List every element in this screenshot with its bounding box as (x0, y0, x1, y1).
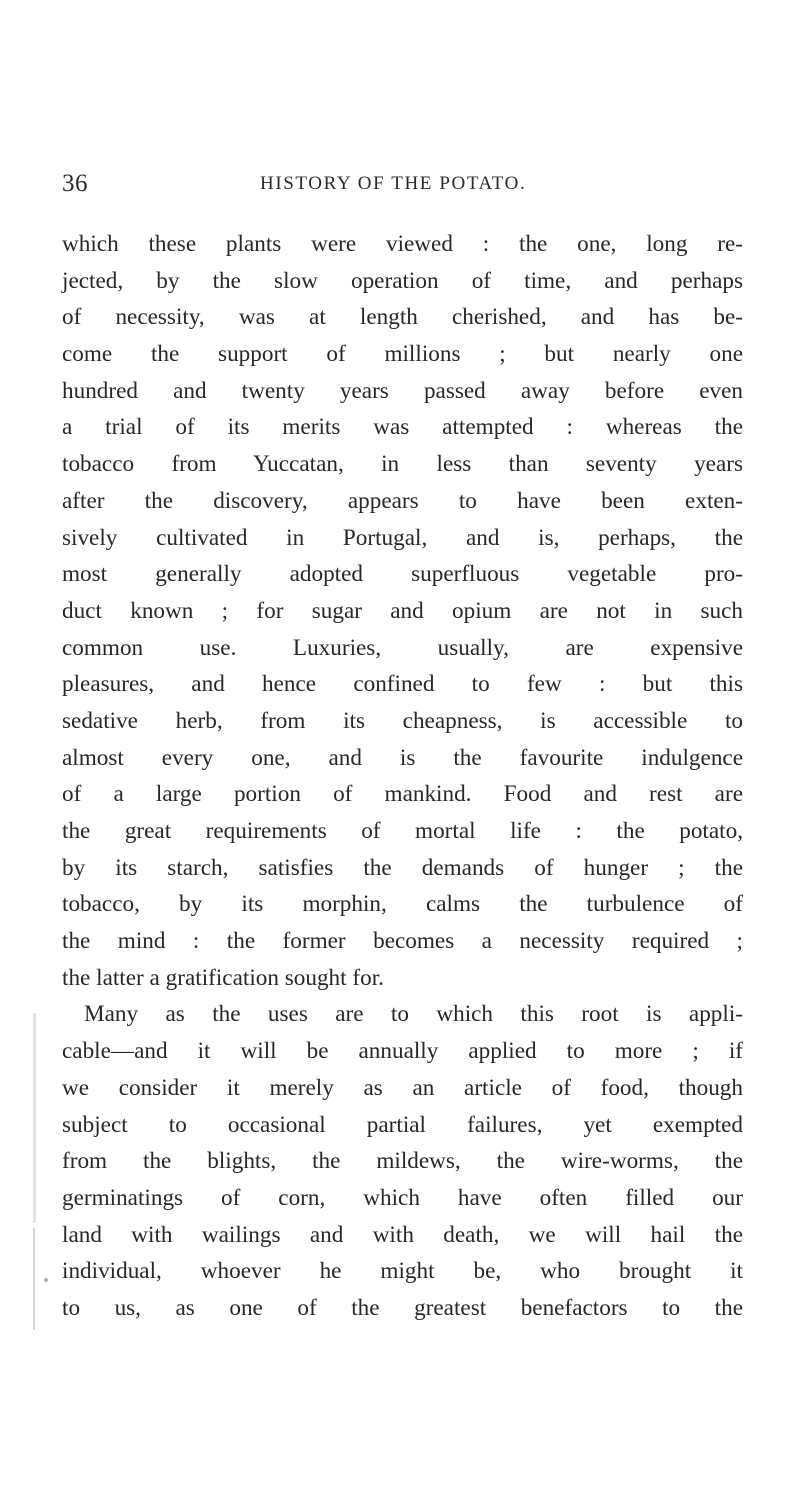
text-line: tobacco from Yuccatan, in less than seventy years (62, 451, 743, 478)
text-line: duct known ; for sugar and opium are not in such (62, 597, 743, 624)
text-line: the mind : the former becomes a necessity required ; (62, 928, 743, 955)
text-line: most generally adopted superfluous vegetable pro- (62, 561, 743, 588)
margin-dot-mark (44, 1278, 48, 1282)
text-line: pleasures, and hence confined to few : but this (62, 671, 743, 698)
paragraph-start-line: Many as the uses are to which this root is appli- (84, 1001, 743, 1028)
text-line: hundred and twenty years passed away before even (62, 377, 743, 404)
text-line: from the blights, the mildews, the wire-worms, the (62, 1148, 743, 1175)
text-line: after the discovery, appears to have been exten- (62, 487, 743, 514)
text-line: individual, whoever he might be, who brought it (62, 1258, 743, 1285)
margin-bleed-mark (33, 1013, 36, 1223)
text-line: of a large portion of mankind. Food and rest are (62, 781, 743, 808)
page-number: 36 (62, 170, 88, 197)
text-line: tobacco, by its morphin, calms the turbulence of (62, 891, 743, 918)
text-line: sedative herb, from its cheapness, is accessible to (62, 707, 743, 734)
text-line: land with wailings and with death, we will hail the (62, 1221, 743, 1248)
margin-bleed-mark (33, 1228, 35, 1330)
text-line: the great requirements of mortal life : the potato, (62, 818, 743, 844)
text-line: jected, by the slow operation of time, and perhaps (62, 267, 743, 294)
text-line: by its starch, satisfies the demands of hunger ; the (62, 854, 743, 881)
text-line: of necessity, was at length cherished, and has be- (62, 304, 743, 331)
paragraph-end-line: the latter a gratification sought for. (62, 964, 384, 991)
text-line: common use. Luxuries, usually, are expensive (62, 634, 743, 661)
text-line: almost every one, and is the favourite indulgence (62, 744, 743, 771)
text-line: we consider it merely as an article of food, though (62, 1074, 743, 1101)
text-line: a trial of its merits was attempted : whereas the (62, 414, 743, 441)
text-line: come the support of millions ; but nearly one (62, 341, 743, 368)
text-line: sively cultivated in Portugal, and is, perhaps, the (62, 524, 743, 551)
text-line: which these plants were viewed : the one, long re- (62, 231, 743, 257)
body-text (62, 226, 743, 1327)
text-line: to us, as one of the greatest benefactors to the (62, 1294, 743, 1321)
running-title: HISTORY OF THE POTATO. (260, 173, 527, 194)
text-line: cable—and it will be annually applied to more ; if (62, 1038, 743, 1065)
text-line: germinatings of corn, which have often filled our (62, 1184, 743, 1211)
text-line: subject to occasional partial failures, yet exempted (62, 1111, 743, 1138)
running-head (62, 170, 722, 202)
